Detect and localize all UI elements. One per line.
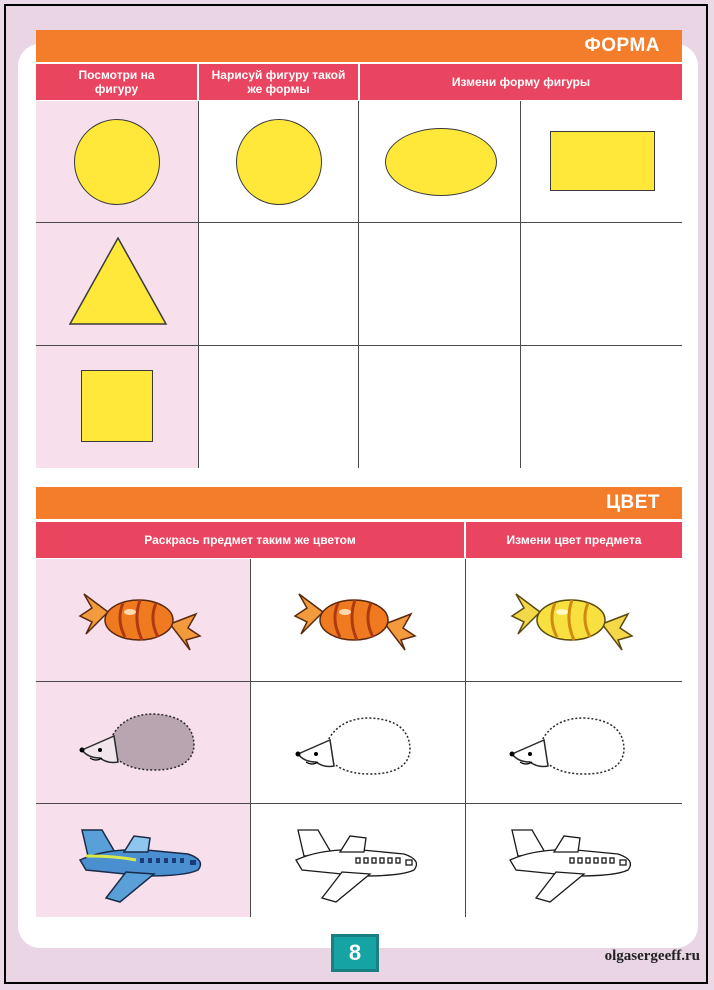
sample-circle — [74, 119, 160, 205]
grid-line — [36, 345, 682, 346]
forma-title: ФОРМА — [36, 30, 682, 62]
grid-line — [198, 101, 199, 468]
airplane-icon — [76, 826, 210, 904]
grid-line — [250, 559, 251, 917]
sample-triangle — [66, 234, 170, 328]
hedgehog-icon — [508, 710, 632, 778]
page-number: 8 — [331, 934, 379, 972]
grid-line — [465, 559, 466, 917]
candy-icon — [78, 586, 202, 652]
sample-square — [81, 370, 153, 442]
grid-line — [358, 101, 359, 468]
header-draw-same: Нарисуй фигуру такой же формы — [199, 64, 358, 100]
hedgehog-icon — [78, 706, 202, 774]
grid-line — [36, 222, 682, 223]
candy-icon — [293, 586, 417, 652]
hedgehog-icon — [294, 710, 418, 778]
header-change-color: Измени цвет предмета — [466, 522, 682, 558]
changed-rectangle — [550, 131, 655, 191]
candy-icon — [510, 586, 634, 652]
airplane-icon — [292, 826, 426, 904]
airplane-icon — [506, 826, 640, 904]
grid-line — [520, 101, 521, 468]
header-color-same: Раскрась предмет таким же цветом — [36, 522, 464, 558]
cvet-title: ЦВЕТ — [36, 487, 682, 519]
grid-line — [36, 803, 682, 804]
header-change-shape: Измени форму фигуры — [360, 64, 682, 100]
header-look: Посмотри на фигуру — [36, 64, 197, 100]
changed-ellipse — [385, 128, 497, 196]
site-watermark[interactable]: olgasergeeff.ru — [604, 948, 700, 964]
grid-line — [36, 681, 682, 682]
drawn-circle — [236, 119, 322, 205]
